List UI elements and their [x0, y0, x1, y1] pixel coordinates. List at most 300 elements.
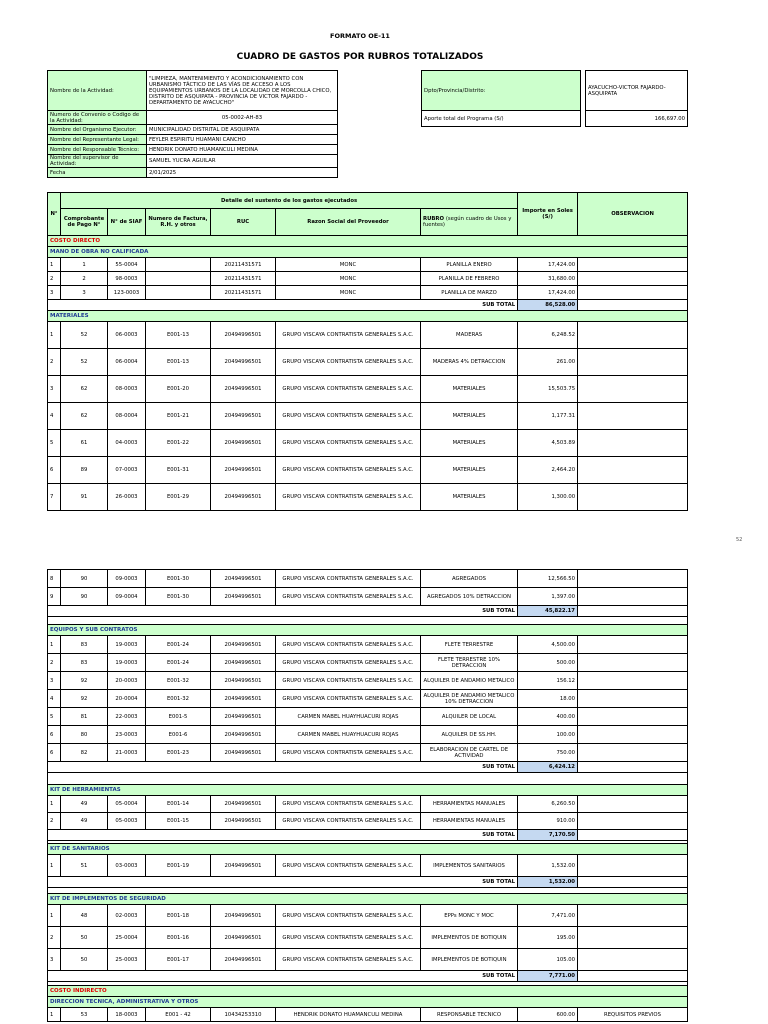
row-number: 2 [48, 272, 61, 286]
importe-cell: 500.00 [518, 654, 578, 672]
subtotal-label: SUB TOTAL [48, 300, 518, 311]
comprobante-cell: 2 [61, 272, 108, 286]
comprobante-cell: 83 [61, 636, 108, 654]
factura-cell: E001-16 [146, 927, 211, 949]
importe-cell: 750.00 [518, 744, 578, 762]
rubro-cell: MATERIALES [421, 376, 518, 403]
row-number: 1 [48, 636, 61, 654]
factura-cell [146, 272, 211, 286]
subtotal-seguridad: 7,771.00 [518, 971, 578, 982]
ruc-cell: 20494996501 [211, 690, 276, 708]
rubro-cell: ALQUILER DE LOCAL [421, 708, 518, 726]
factura-cell: E001-5 [146, 708, 211, 726]
factura-cell: E001-20 [146, 376, 211, 403]
row-number: 3 [48, 949, 61, 971]
section-herramientas: KIT DE HERRAMIENTAS [48, 785, 688, 796]
row-number: 6 [48, 726, 61, 744]
rubro-cell: PLANILLA DE FEBRERO [421, 272, 518, 286]
siaf-cell: 09-0004 [108, 588, 146, 606]
table-row [48, 636, 688, 654]
observacion-cell [578, 376, 688, 403]
comprobante-cell: 51 [61, 855, 108, 877]
comprobante-cell: 49 [61, 796, 108, 813]
observacion-cell [578, 654, 688, 672]
fecha-label: Fecha [48, 168, 147, 178]
comprobante-cell: 53 [61, 1008, 108, 1022]
observacion-cell [578, 349, 688, 376]
col-detalle: Detalle del sustento de los gastos ejecutados [61, 193, 518, 209]
factura-cell: E001-24 [146, 654, 211, 672]
importe-cell: 31,680.00 [518, 272, 578, 286]
comprobante-cell: 50 [61, 927, 108, 949]
siaf-cell: 09-0003 [108, 570, 146, 588]
section-equipos: EQUIPOS Y SUB CONTRATOS [48, 625, 688, 636]
table-row [48, 726, 688, 744]
factura-cell: E001-6 [146, 726, 211, 744]
info-table-right [421, 70, 688, 127]
razon-social-cell: GRUPO VISCAYA CONTRATISTA GENERALES S.A.C. [276, 376, 421, 403]
observacion-cell [578, 636, 688, 654]
subtotal-sanitarios: 1,532.00 [518, 877, 578, 888]
siaf-cell: 04-0003 [108, 430, 146, 457]
col-rubro: RUBRO (según cuadro de Usos y fuentes) [421, 209, 518, 236]
rubro-cell: PLANILLA ENERO [421, 258, 518, 272]
section-seguridad: KIT DE IMPLEMENTOS DE SEGURIDAD [48, 894, 688, 905]
comprobante-cell: 62 [61, 376, 108, 403]
razon-social-cell: GRUPO VISCAYA CONTRATISTA GENERALES S.A.C. [276, 457, 421, 484]
rubro-cell: MATERIALES [421, 430, 518, 457]
siaf-cell: 21-0003 [108, 744, 146, 762]
siaf-cell: 03-0003 [108, 855, 146, 877]
subtotal-herramientas: 7,170.50 [518, 830, 578, 841]
rubro-cell: RESPONSABLE TECNICO [421, 1008, 518, 1022]
comprobante-cell: 49 [61, 813, 108, 830]
factura-cell: E001-31 [146, 457, 211, 484]
observacion-cell [578, 570, 688, 588]
rubro-cell: MATERIALES [421, 484, 518, 511]
table-row [48, 570, 688, 588]
subtotal-equipos: 6,424.12 [518, 762, 578, 773]
importe-cell: 12,566.50 [518, 570, 578, 588]
importe-cell: 2,464.20 [518, 457, 578, 484]
importe-cell: 156.12 [518, 672, 578, 690]
observacion-cell [578, 484, 688, 511]
razon-social-cell: GRUPO VISCAYA CONTRATISTA GENERALES S.A.C. [276, 927, 421, 949]
razon-social-cell: GRUPO VISCAYA CONTRATISTA GENERALES S.A.C. [276, 949, 421, 971]
siaf-cell: 05-0004 [108, 796, 146, 813]
comprobante-cell: 81 [61, 708, 108, 726]
observacion-cell [578, 286, 688, 300]
importe-cell: 4,500.00 [518, 636, 578, 654]
supervisor-value: SAMUEL YUCRA AGUILAR [147, 155, 338, 168]
row-number: 2 [48, 349, 61, 376]
ruc-cell: 20494996501 [211, 949, 276, 971]
factura-cell: E001-23 [146, 744, 211, 762]
siaf-cell: 08-0004 [108, 403, 146, 430]
importe-cell: 100.00 [518, 726, 578, 744]
observacion-cell [578, 855, 688, 877]
col-comprobante: Comprobante de Pago N° [61, 209, 108, 236]
rubro-cell: EPPs MONC Y MOC [421, 905, 518, 927]
observacion-cell [578, 905, 688, 927]
fecha-value: 2/01/2025 [147, 168, 338, 178]
table-row [48, 588, 688, 606]
importe-cell: 1,397.00 [518, 588, 578, 606]
table-row [48, 690, 688, 708]
rubro-cell: AGREGADOS [421, 570, 518, 588]
ruc-cell: 20494996501 [211, 636, 276, 654]
row-number: 5 [48, 430, 61, 457]
importe-cell: 1,177.31 [518, 403, 578, 430]
siaf-cell: 05-0003 [108, 813, 146, 830]
ruc-cell: 20494996501 [211, 349, 276, 376]
section-sanitarios: KIT DE SANITARIOS [48, 844, 688, 855]
razon-social-cell: GRUPO VISCAYA CONTRATISTA GENERALES S.A.C. [276, 484, 421, 511]
table-row [48, 484, 688, 511]
factura-cell: E001-22 [146, 430, 211, 457]
ruc-cell: 20494996501 [211, 796, 276, 813]
comprobante-cell: 83 [61, 654, 108, 672]
ruc-cell: 20494996501 [211, 927, 276, 949]
razon-social-cell: GRUPO VISCAYA CONTRATISTA GENERALES S.A.C. [276, 403, 421, 430]
ruc-cell: 20494996501 [211, 726, 276, 744]
expenses-table-top [47, 192, 688, 511]
table-row [48, 1008, 688, 1022]
rubro-cell: MADERAS [421, 322, 518, 349]
observacion-cell [578, 322, 688, 349]
razon-social-cell: CARMEN MABEL HUAYHUACURI ROJAS [276, 726, 421, 744]
convenio-value: 05-0002-AH-83 [147, 111, 338, 125]
observacion-cell [578, 927, 688, 949]
siaf-cell: 06-0003 [108, 322, 146, 349]
col-factura: Numero de Factura, R.H. y otros [146, 209, 211, 236]
importe-cell: 17,424.00 [518, 286, 578, 300]
importe-cell: 105.00 [518, 949, 578, 971]
row-number: 1 [48, 1008, 61, 1022]
rubro-cell: ALQUILER DE ANDAMIO METALICO 10% DETRACCION [421, 690, 518, 708]
table-row [48, 349, 688, 376]
siaf-cell: 25-0004 [108, 927, 146, 949]
razon-social-cell: GRUPO VISCAYA CONTRATISTA GENERALES S.A.C. [276, 636, 421, 654]
razon-social-cell: GRUPO VISCAYA CONTRATISTA GENERALES S.A.C. [276, 588, 421, 606]
factura-cell: E001-24 [146, 636, 211, 654]
ruc-cell: 20494996501 [211, 744, 276, 762]
ruc-cell: 20494996501 [211, 484, 276, 511]
factura-cell: E001-19 [146, 855, 211, 877]
importe-cell: 18.00 [518, 690, 578, 708]
ruc-cell: 20211431571 [211, 272, 276, 286]
razon-social-cell: GRUPO VISCAYA CONTRATISTA GENERALES S.A.C. [276, 690, 421, 708]
ruc-cell: 10434253310 [211, 1008, 276, 1022]
rubro-cell: FLETE TERRESTRE [421, 636, 518, 654]
row-number: 1 [48, 258, 61, 272]
subtotal-label: SUB TOTAL [48, 830, 518, 841]
observacion-cell [578, 457, 688, 484]
row-number: 8 [48, 570, 61, 588]
observacion-cell: REQUISITOS PREVIOS [578, 1008, 688, 1022]
comprobante-cell: 90 [61, 570, 108, 588]
observacion-cell [578, 708, 688, 726]
section-costo-directo: COSTO DIRECTO [48, 236, 688, 247]
siaf-cell: 20-0003 [108, 672, 146, 690]
ruc-cell: 20494996501 [211, 855, 276, 877]
observacion-cell [578, 430, 688, 457]
rubro-cell: HERRAMIENTAS MANUALES [421, 813, 518, 830]
aporte-value: 166,697.00 [586, 111, 688, 127]
razon-social-cell: CARMEN MABEL HUAYHUACURI ROJAS [276, 708, 421, 726]
table-row [48, 949, 688, 971]
ruc-cell: 20494996501 [211, 588, 276, 606]
importe-cell: 17,424.00 [518, 258, 578, 272]
row-number: 2 [48, 927, 61, 949]
razon-social-cell: MONC [276, 286, 421, 300]
rubro-cell: FLETE TERRESTRE 10% DETRACCION [421, 654, 518, 672]
factura-cell: E001-17 [146, 949, 211, 971]
expenses-table-bottom [47, 569, 688, 1022]
ruc-cell: 20494996501 [211, 570, 276, 588]
subtotal-materiales: 45,822.17 [518, 606, 578, 617]
ruc-cell: 20494996501 [211, 905, 276, 927]
razon-social-cell: MONC [276, 258, 421, 272]
ruc-cell: 20494996501 [211, 672, 276, 690]
subtotal-label: SUB TOTAL [48, 971, 518, 982]
col-siaf: N° de SIAF [108, 209, 146, 236]
section-materiales: MATERIALES [48, 311, 688, 322]
subtotal-label: SUB TOTAL [48, 762, 518, 773]
table-row [48, 708, 688, 726]
observacion-cell [578, 258, 688, 272]
rubro-cell: IMPLEMENTOS SANITARIOS [421, 855, 518, 877]
comprobante-cell: 50 [61, 949, 108, 971]
row-number: 2 [48, 654, 61, 672]
comprobante-cell: 82 [61, 744, 108, 762]
ruc-cell: 20494996501 [211, 654, 276, 672]
rubro-cell: HERRAMIENTAS MANUALES [421, 796, 518, 813]
document-title: CUADRO DE GASTOS POR RUBROS TOTALIZADOS [236, 52, 484, 62]
razon-social-cell: GRUPO VISCAYA CONTRATISTA GENERALES S.A.C. [276, 322, 421, 349]
razon-social-cell: GRUPO VISCAYA CONTRATISTA GENERALES S.A.C. [276, 744, 421, 762]
comprobante-cell: 1 [61, 258, 108, 272]
col-ruc: RUC [211, 209, 276, 236]
row-number: 1 [48, 322, 61, 349]
info-table-left [47, 70, 338, 178]
convenio-label: Numero de Convenio o Codigo de la Actividad: [48, 111, 147, 125]
row-number: 9 [48, 588, 61, 606]
siaf-cell: 123-0003 [108, 286, 146, 300]
siaf-cell: 06-0004 [108, 349, 146, 376]
factura-cell: E001-21 [146, 403, 211, 430]
responsable-label: Nombre del Responsable Técnico: [48, 145, 147, 155]
siaf-cell: 98-0003 [108, 272, 146, 286]
razon-social-cell: GRUPO VISCAYA CONTRATISTA GENERALES S.A.C. [276, 349, 421, 376]
row-number: 2 [48, 813, 61, 830]
ruc-cell: 20494996501 [211, 708, 276, 726]
row-number: 3 [48, 672, 61, 690]
comprobante-cell: 92 [61, 672, 108, 690]
razon-social-cell: GRUPO VISCAYA CONTRATISTA GENERALES S.A.C. [276, 855, 421, 877]
table-row [48, 927, 688, 949]
razon-social-cell: GRUPO VISCAYA CONTRATISTA GENERALES S.A.C. [276, 905, 421, 927]
observacion-cell [578, 744, 688, 762]
observacion-cell [578, 272, 688, 286]
factura-cell: E001-14 [146, 796, 211, 813]
razon-social-cell: MONC [276, 272, 421, 286]
razon-social-cell: GRUPO VISCAYA CONTRATISTA GENERALES S.A.C. [276, 430, 421, 457]
observacion-cell [578, 796, 688, 813]
row-number: 3 [48, 376, 61, 403]
importe-cell: 1,532.00 [518, 855, 578, 877]
table-row [48, 457, 688, 484]
table-row [48, 905, 688, 927]
aporte-label: Aporte total del Programa (S/) [422, 111, 581, 127]
siaf-cell: 19-0003 [108, 654, 146, 672]
importe-cell: 4,503.89 [518, 430, 578, 457]
row-number: 6 [48, 457, 61, 484]
row-number: 5 [48, 708, 61, 726]
importe-cell: 600.00 [518, 1008, 578, 1022]
comprobante-cell: 91 [61, 484, 108, 511]
importe-cell: 7,471.00 [518, 905, 578, 927]
ruc-cell: 20494996501 [211, 430, 276, 457]
factura-cell: E001-30 [146, 588, 211, 606]
col-observacion: OBSERVACION [578, 193, 688, 236]
rubro-cell: IMPLEMENTOS DE BOTIQUIN [421, 949, 518, 971]
siaf-cell: 20-0004 [108, 690, 146, 708]
table-row [48, 272, 688, 286]
razon-social-cell: GRUPO VISCAYA CONTRATISTA GENERALES S.A.C. [276, 796, 421, 813]
comprobante-cell: 80 [61, 726, 108, 744]
section-mano-obra: MANO DE OBRA NO CALIFICADA [48, 247, 688, 258]
format-code: FORMATO OE-11 [330, 32, 390, 40]
importe-cell: 195.00 [518, 927, 578, 949]
siaf-cell: 26-0003 [108, 484, 146, 511]
representante-label: Nombre del Representante Legal: [48, 135, 147, 145]
factura-cell: E001-30 [146, 570, 211, 588]
ruc-cell: 20494996501 [211, 813, 276, 830]
col-n: N° [48, 193, 61, 236]
razon-social-cell: GRUPO VISCAYA CONTRATISTA GENERALES S.A.C. [276, 570, 421, 588]
rubro-cell: AGREGADOS 10% DETRACCION [421, 588, 518, 606]
actividad-value: "LIMPIEZA, MANTENIMIENTO Y ACONDICIONAMIENTO CON URBANISMO TÁCTICO DE LAS VÍAS DE ACCESO A LOS EQUIPAMIENTOS URBANOS DE LA LOCALIDAD DE MORCOLLA CHICO, DISTRITO DE ASQUIPATA - PROVINCIA DE VICTOR FAJARDO - DEPARTAMENTO DE AYACUCHO" [147, 71, 338, 111]
section-costo-indirecto: COSTO INDIRECTO [48, 986, 688, 997]
organismo-value: MUNICIPALIDAD DISTRITAL DE ASQUIPATA [147, 125, 338, 135]
comprobante-cell: 90 [61, 588, 108, 606]
razon-social-cell: GRUPO VISCAYA CONTRATISTA GENERALES S.A.C. [276, 672, 421, 690]
organismo-label: Nombre del Organismo Ejecutor: [48, 125, 147, 135]
col-razon-social: Razon Social del Proveedor [276, 209, 421, 236]
importe-cell: 6,248.52 [518, 322, 578, 349]
comprobante-cell: 89 [61, 457, 108, 484]
row-number: 4 [48, 690, 61, 708]
observacion-cell [578, 403, 688, 430]
comprobante-cell: 61 [61, 430, 108, 457]
importe-cell: 1,300.00 [518, 484, 578, 511]
row-number: 3 [48, 286, 61, 300]
siaf-cell: 07-0003 [108, 457, 146, 484]
table-row [48, 376, 688, 403]
row-number: 7 [48, 484, 61, 511]
razon-social-cell: GRUPO VISCAYA CONTRATISTA GENERALES S.A.C. [276, 813, 421, 830]
comprobante-cell: 3 [61, 286, 108, 300]
observacion-cell [578, 726, 688, 744]
table-row [48, 813, 688, 830]
importe-cell: 15,503.75 [518, 376, 578, 403]
col-importe: Importe en Soles (S/) [518, 193, 578, 236]
factura-cell: E001-15 [146, 813, 211, 830]
rubro-cell: PLANILLA DE MARZO [421, 286, 518, 300]
importe-cell: 400.00 [518, 708, 578, 726]
siaf-cell: 23-0003 [108, 726, 146, 744]
comprobante-cell: 48 [61, 905, 108, 927]
razon-social-cell: GRUPO VISCAYA CONTRATISTA GENERALES S.A.C. [276, 654, 421, 672]
siaf-cell: 18-0003 [108, 1008, 146, 1022]
table-row [48, 855, 688, 877]
row-number: 1 [48, 796, 61, 813]
table-row [48, 654, 688, 672]
factura-cell [146, 258, 211, 272]
row-number: 6 [48, 744, 61, 762]
subtotal-label: SUB TOTAL [48, 877, 518, 888]
observacion-cell [578, 949, 688, 971]
ruc-cell: 20211431571 [211, 258, 276, 272]
responsable-value: HENDRIK DONATO HUAMANCULI MEDINA [147, 145, 338, 155]
table-row [48, 258, 688, 272]
page-number: 52 [736, 537, 743, 543]
siaf-cell: 25-0003 [108, 949, 146, 971]
rubro-cell: MATERIALES [421, 457, 518, 484]
importe-cell: 6,260.50 [518, 796, 578, 813]
ruc-cell: 20494996501 [211, 322, 276, 349]
importe-cell: 261.00 [518, 349, 578, 376]
ruc-cell: 20494996501 [211, 403, 276, 430]
ruc-cell: 20211431571 [211, 286, 276, 300]
factura-cell: E001-18 [146, 905, 211, 927]
rubro-cell: ALQUILER DE SS.HH. [421, 726, 518, 744]
row-number: 4 [48, 403, 61, 430]
row-number: 1 [48, 855, 61, 877]
subtotal-label: SUB TOTAL [48, 606, 518, 617]
table-row [48, 796, 688, 813]
factura-cell: E001-29 [146, 484, 211, 511]
siaf-cell: 02-0003 [108, 905, 146, 927]
comprobante-cell: 92 [61, 690, 108, 708]
factura-cell: E001-13 [146, 349, 211, 376]
comprobante-cell: 62 [61, 403, 108, 430]
table-row [48, 286, 688, 300]
siaf-cell: 55-0004 [108, 258, 146, 272]
row-number: 1 [48, 905, 61, 927]
factura-cell [146, 286, 211, 300]
rubro-cell: MADERAS 4% DETRACCION [421, 349, 518, 376]
siaf-cell: 19-0003 [108, 636, 146, 654]
subtotal-mano-obra: 86,528.00 [518, 300, 578, 311]
dpto-value: AYACUCHO-VICTOR FAJARDO-ASQUIPATA [586, 71, 688, 111]
razon-social-cell: HENDRIK DONATO HUAMANCULI MEDINA [276, 1008, 421, 1022]
factura-cell: E001 - 42 [146, 1008, 211, 1022]
factura-cell: E001-32 [146, 690, 211, 708]
siaf-cell: 08-0003 [108, 376, 146, 403]
comprobante-cell: 52 [61, 322, 108, 349]
rubro-cell: ELABORACION DE CARTEL DE ACTIVIDAD [421, 744, 518, 762]
factura-cell: E001-13 [146, 322, 211, 349]
actividad-label: Nombre de la Actividad: [48, 71, 147, 111]
factura-cell: E001-32 [146, 672, 211, 690]
table-row [48, 672, 688, 690]
comprobante-cell: 52 [61, 349, 108, 376]
ruc-cell: 20494996501 [211, 457, 276, 484]
dpto-label: Dpto/Provincia/Distrito: [422, 71, 581, 111]
observacion-cell [578, 813, 688, 830]
